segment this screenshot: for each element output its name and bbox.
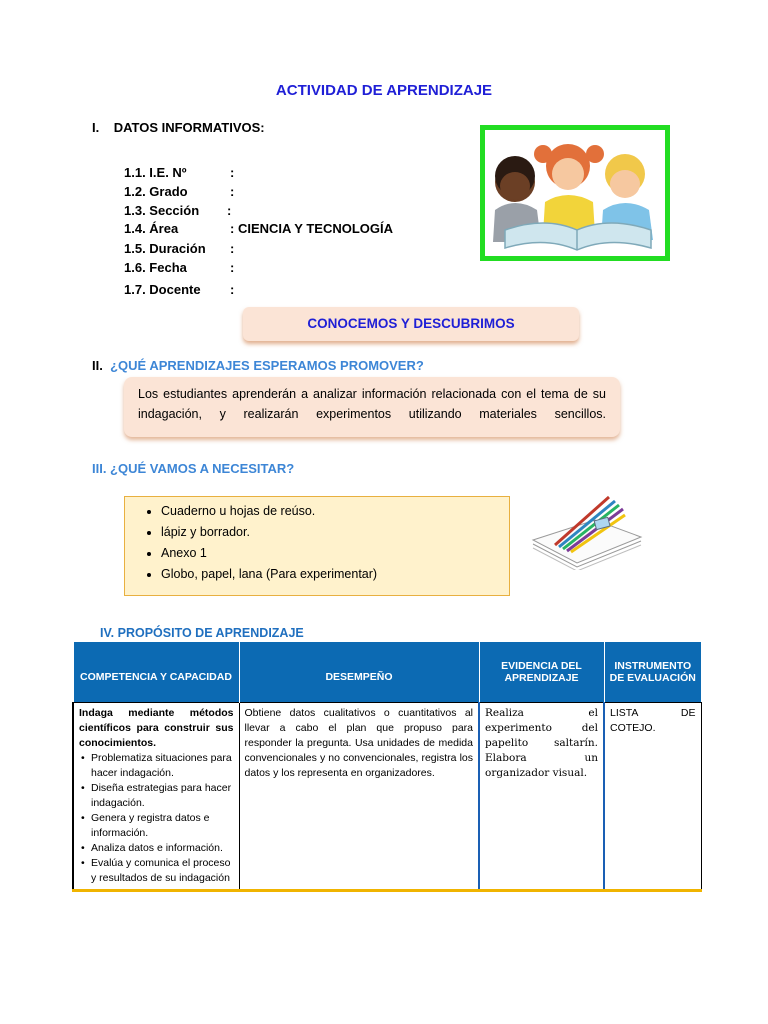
desempeno-cell: Obtiene datos cualitativos o cuantitativos al llevar a cabo el plan que propuso para responder la pregunta. Usa unidades de medida convencionales y no convencionales, registra los datos y los representa en organizadores. xyxy=(239,703,479,891)
learning-goal-line-1: Los estudiantes aprenderán a analizar información relacionada con el tema de su xyxy=(138,387,606,401)
materials-item: • Cuaderno u hojas de reúso. xyxy=(161,501,509,522)
materials-box xyxy=(124,496,510,596)
header-competencia: COMPETENCIA Y CAPACIDAD xyxy=(73,642,239,703)
datos-value: : xyxy=(230,184,235,199)
competencia-title: Indaga mediante métodos científicos para construir sus conocimientos. xyxy=(79,707,234,749)
datos-label: 1.2. Grado xyxy=(124,184,188,199)
paper-and-pencils-image xyxy=(525,485,645,570)
capacidad-item: • Genera y registra datos e información. xyxy=(91,811,234,841)
children-illustration xyxy=(485,130,665,256)
materials-item: • Globo, papel, lana (Para experimentar) xyxy=(161,564,509,585)
capacidad-item: • Evalúa y comunica el proceso y resultados de su indagación xyxy=(91,856,234,886)
datos-row-grado xyxy=(124,184,234,199)
datos-row-area xyxy=(124,221,393,236)
datos-value: : xyxy=(230,260,235,275)
datos-row-seccion xyxy=(124,203,231,218)
datos-row-ie xyxy=(124,165,234,180)
datos-value: : CIENCIA Y TECNOLOGÍA xyxy=(230,221,393,236)
datos-label: 1.3. Sección xyxy=(124,203,200,218)
capacidad-item: • Analiza datos e información. xyxy=(91,841,234,856)
datos-label: 1.5. Duración xyxy=(124,241,206,256)
purpose-table-header xyxy=(73,642,701,703)
banner-title: CONOCEMOS Y DESCUBRIMOS xyxy=(243,307,579,341)
datos-label: 1.6. Fecha xyxy=(124,260,187,275)
materials-item: • lápiz y borrador. xyxy=(161,522,509,543)
datos-value: : xyxy=(227,203,232,218)
section-3-heading: III. ¿QUÉ VAMOS A NECESITAR? xyxy=(92,461,295,476)
section-2-number: II. xyxy=(92,358,103,373)
materials-list xyxy=(125,501,509,585)
competencia-cell xyxy=(73,703,239,891)
capacidades-list xyxy=(79,751,234,886)
learning-goal-box xyxy=(124,377,620,437)
learning-goal-line-2: indagación, y realizarán experimentos utilizando materiales sencillos. xyxy=(138,407,606,421)
header-desempeno: DESEMPEÑO xyxy=(239,642,479,703)
datos-row-fecha xyxy=(124,260,234,275)
datos-value: : xyxy=(230,241,235,256)
page-title: ACTIVIDAD DE APRENDIZAJE xyxy=(275,82,493,99)
section-4-heading: IV. PROPÓSITO DE APRENDIZAJE xyxy=(100,626,304,640)
children-reading-image xyxy=(480,125,670,261)
datos-label: 1.4. Área xyxy=(124,221,179,236)
header-instrumento: INSTRUMENTO DE EVALUACIÓN xyxy=(604,642,701,703)
section-2-heading xyxy=(92,358,424,373)
header-evidencia: EVIDENCIA DEL APRENDIZAJE xyxy=(479,642,604,703)
purpose-table-row xyxy=(73,703,701,891)
datos-value: : xyxy=(230,282,235,297)
evidencia-cell: Realiza el experimento del papelito saltarín. Elabora un organizador visual. xyxy=(479,703,604,891)
section-1-number: I. xyxy=(92,120,100,135)
datos-value: : xyxy=(230,165,235,180)
datos-label: 1.7. Docente xyxy=(124,282,201,297)
datos-row-docente xyxy=(124,282,234,297)
section-1-heading xyxy=(92,120,265,135)
instrumento-cell: LISTA DE COTEJO. xyxy=(604,703,701,891)
capacidad-item: • Diseña estrategias para hacer indagación. xyxy=(91,781,234,811)
capacidad-item: • Problematiza situaciones para hacer indagación. xyxy=(91,751,234,781)
materials-item: • Anexo 1 xyxy=(161,543,509,564)
purpose-table xyxy=(72,642,702,892)
section-1-title: DATOS INFORMATIVOS: xyxy=(113,120,265,135)
datos-row-duracion xyxy=(124,241,234,256)
section-2-title: ¿QUÉ APRENDIZAJES ESPERAMOS PROMOVER? xyxy=(110,358,424,373)
datos-label: 1.1. I.E. Nº xyxy=(124,165,187,180)
